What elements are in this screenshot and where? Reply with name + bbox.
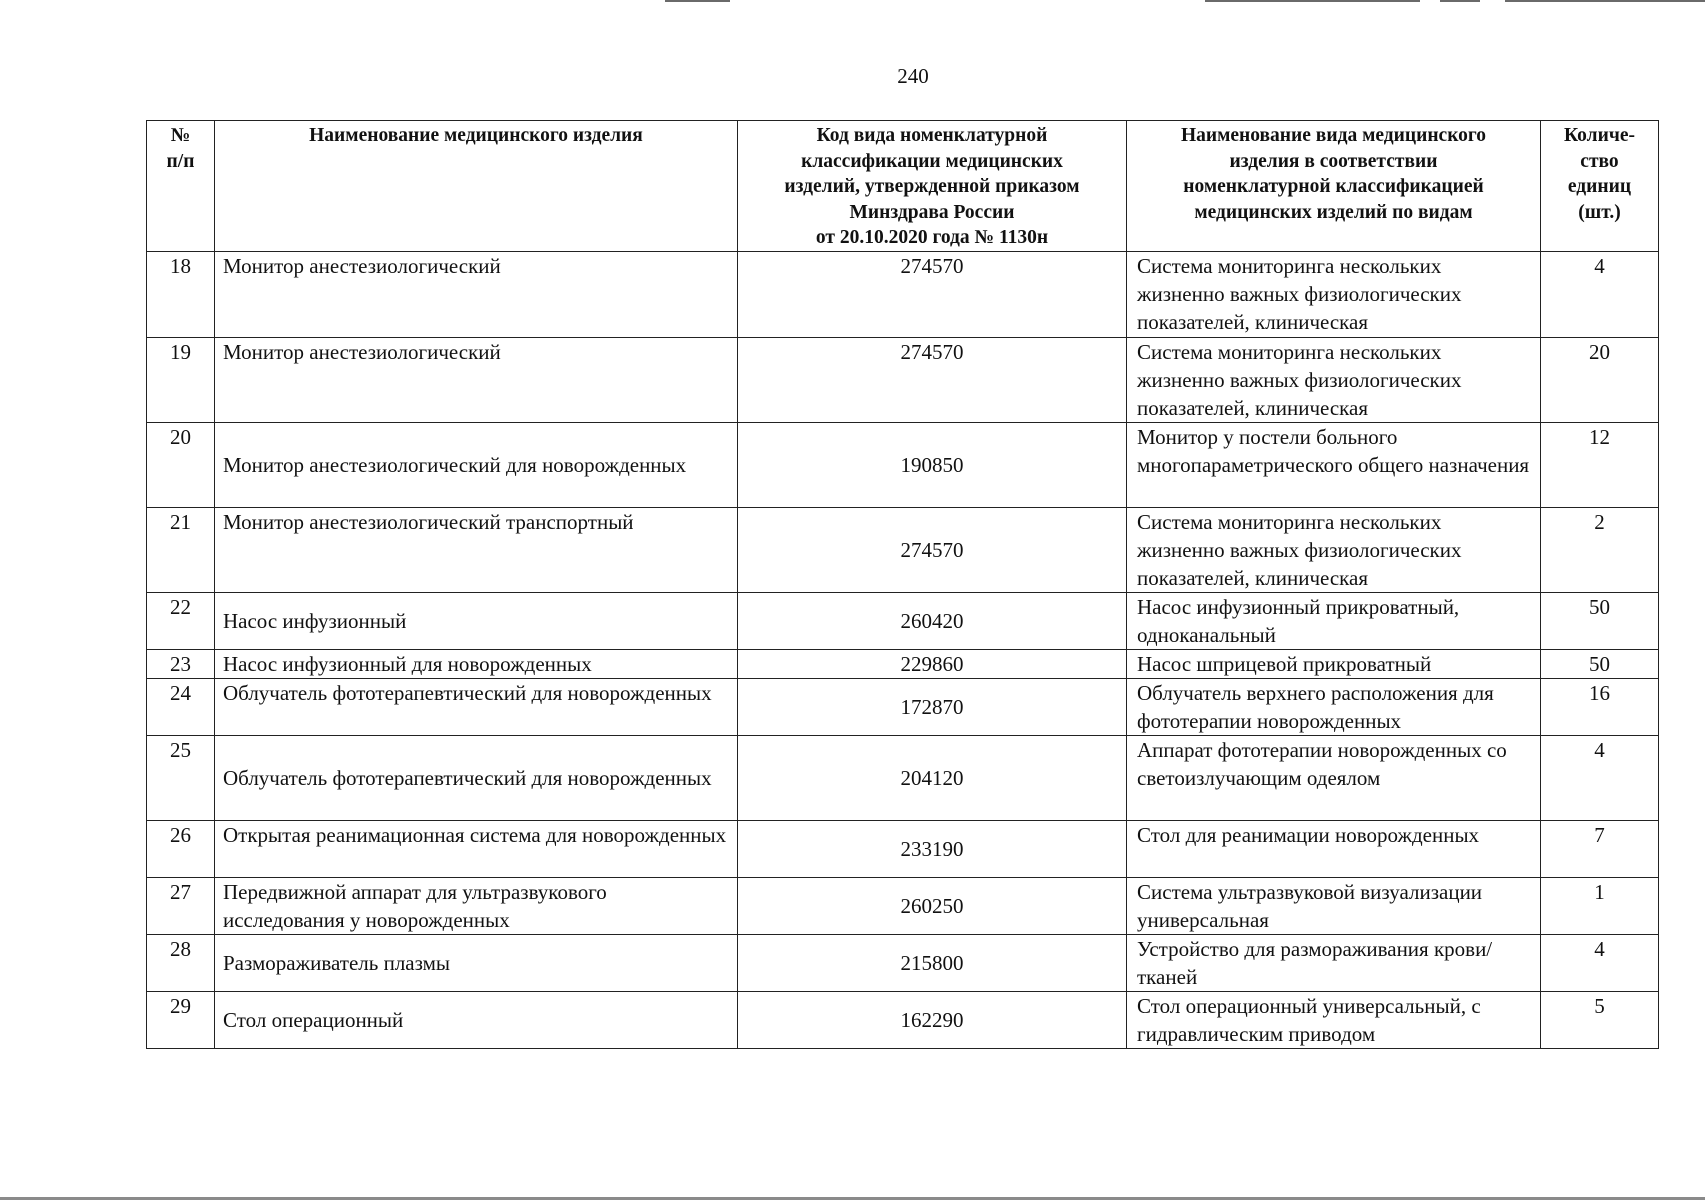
row-number: 22	[147, 592, 215, 649]
device-name: Монитор анестезиологический	[215, 251, 738, 337]
scan-edge-line	[665, 0, 730, 2]
nomenclature-code: 162290	[738, 991, 1127, 1048]
header-line: изделий, утвержденной приказом	[784, 176, 1080, 197]
quantity: 20	[1541, 337, 1659, 422]
quantity: 4	[1541, 251, 1659, 337]
nomenclature-code: 274570	[738, 251, 1127, 337]
table-row	[147, 422, 1659, 507]
device-name: Размораживатель плазмы	[215, 934, 738, 991]
header-line: номенклатурной классификацией	[1183, 176, 1484, 197]
header-name	[215, 121, 738, 252]
device-kind: Система мониторинга нескольких жизненно важных физиологических показателей, клиническая	[1127, 337, 1541, 422]
row-number: 27	[147, 877, 215, 934]
device-name: Облучатель фототерапевтический для новорожденных	[215, 735, 738, 820]
scan-edge-line	[1505, 0, 1705, 2]
header-qty	[1541, 121, 1659, 252]
row-number: 26	[147, 820, 215, 877]
row-number: 29	[147, 991, 215, 1048]
scan-edge-line	[1440, 0, 1480, 2]
quantity: 4	[1541, 735, 1659, 820]
row-number: 23	[147, 649, 215, 678]
table-row	[147, 991, 1659, 1048]
quantity: 12	[1541, 422, 1659, 507]
header-line: единиц	[1567, 176, 1632, 197]
table-row	[147, 592, 1659, 649]
table-row	[147, 251, 1659, 337]
header-line: ство	[1580, 150, 1619, 172]
header-line: п/п	[166, 150, 195, 172]
device-name: Монитор анестезиологический транспортный	[215, 507, 738, 592]
device-name: Облучатель фототерапевтический для новорожденных	[215, 678, 738, 735]
header-line: медицинских изделий по видам	[1194, 201, 1473, 223]
quantity: 50	[1541, 649, 1659, 678]
nomenclature-code: 260250	[738, 877, 1127, 934]
device-name: Открытая реанимационная система для новорожденных	[215, 820, 738, 877]
header-line: Количе-	[1564, 125, 1635, 146]
device-kind: Система ультразвуковой визуализации универсальная	[1127, 877, 1541, 934]
device-kind: Монитор у постели больного многопараметрического общего назначения	[1127, 422, 1541, 507]
nomenclature-code: 274570	[738, 507, 1127, 592]
header-line: Наименование вида медицинского	[1180, 125, 1487, 146]
header-line: (шт.)	[1578, 201, 1621, 223]
quantity: 16	[1541, 678, 1659, 735]
row-number: 24	[147, 678, 215, 735]
nomenclature-code: 204120	[738, 735, 1127, 820]
quantity: 2	[1541, 507, 1659, 592]
header-num	[147, 121, 215, 252]
nomenclature-code: 229860	[738, 649, 1127, 678]
device-kind: Устройство для размораживания крови/тканей	[1127, 934, 1541, 991]
nomenclature-code: 215800	[738, 934, 1127, 991]
nomenclature-code: 190850	[738, 422, 1127, 507]
device-name: Монитор анестезиологический для новорожденных	[215, 422, 738, 507]
header-line: изделия в соответствии	[1229, 150, 1438, 172]
nomenclature-code: 233190	[738, 820, 1127, 877]
equipment-table	[146, 120, 1659, 1049]
device-kind: Аппарат фототерапии новорожденных со светоизлучающим одеялом	[1127, 735, 1541, 820]
header-line: Код вида номенклатурной	[816, 125, 1048, 146]
header-line: от 20.10.2020 года № 1130н	[815, 227, 1049, 248]
table-row	[147, 735, 1659, 820]
device-kind: Стол для реанимации новорожденных	[1127, 820, 1541, 877]
header-code	[738, 121, 1127, 252]
quantity: 5	[1541, 991, 1659, 1048]
table-row	[147, 507, 1659, 592]
device-kind: Система мониторинга нескольких жизненно важных физиологических показателей, клиническая	[1127, 251, 1541, 337]
quantity: 1	[1541, 877, 1659, 934]
table-row	[147, 678, 1659, 735]
device-kind: Насос шприцевой прикроватный	[1127, 649, 1541, 678]
device-name: Монитор анестезиологический	[215, 337, 738, 422]
row-number: 21	[147, 507, 215, 592]
scan-edge-line	[1205, 0, 1420, 2]
header-kind	[1127, 121, 1541, 252]
device-name: Насос инфузионный	[215, 592, 738, 649]
nomenclature-code: 274570	[738, 337, 1127, 422]
table-row	[147, 649, 1659, 678]
header-line: №	[170, 125, 191, 146]
device-name: Насос инфузионный для новорожденных	[215, 649, 738, 678]
row-number: 18	[147, 251, 215, 337]
header-line: Наименование медицинского изделия	[309, 125, 643, 146]
quantity: 50	[1541, 592, 1659, 649]
nomenclature-code: 172870	[738, 678, 1127, 735]
device-kind: Облучатель верхнего расположения для фототерапии новорожденных	[1127, 678, 1541, 735]
quantity: 7	[1541, 820, 1659, 877]
row-number: 20	[147, 422, 215, 507]
device-kind: Насос инфузионный прикроватный, одноканальный	[1127, 592, 1541, 649]
row-number: 25	[147, 735, 215, 820]
header-line: классификации медицинских	[801, 150, 1063, 172]
table-row	[147, 337, 1659, 422]
device-name: Передвижной аппарат для ультразвукового исследования у новорожденных	[215, 877, 738, 934]
nomenclature-code: 260420	[738, 592, 1127, 649]
page-number: 240	[897, 64, 929, 88]
device-kind: Стол операционный универсальный, с гидравлическим приводом	[1127, 991, 1541, 1048]
table-row	[147, 820, 1659, 877]
row-number: 28	[147, 934, 215, 991]
device-name: Стол операционный	[215, 991, 738, 1048]
table-row	[147, 934, 1659, 991]
device-kind: Система мониторинга нескольких жизненно важных физиологических показателей, клиническая	[1127, 507, 1541, 592]
table-row	[147, 877, 1659, 934]
header-line: Минздрава России	[849, 201, 1015, 223]
quantity: 4	[1541, 934, 1659, 991]
row-number: 19	[147, 337, 215, 422]
